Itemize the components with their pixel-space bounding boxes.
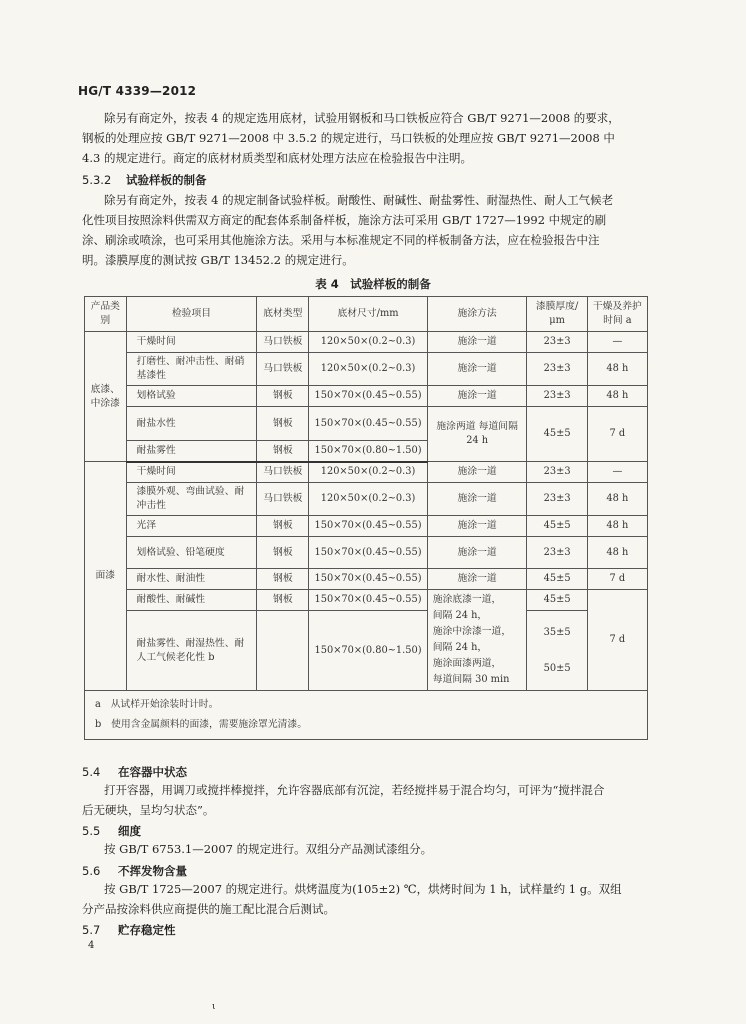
section-heading-5-7 xyxy=(82,922,176,938)
table-header-row xyxy=(85,297,648,332)
cell-substrate: 钢板 xyxy=(257,407,309,441)
cell-item: 划格试验 xyxy=(126,386,257,407)
cell-item: 干燥时间 xyxy=(126,332,257,353)
cell-item: 耐盐水性 xyxy=(126,407,257,441)
stray-mark: ι xyxy=(212,1002,216,1012)
cell-thickness: 23±3 xyxy=(527,386,587,407)
text-line: 按 GB/T 1725—2007 的规定进行。烘烤温度为(105±2) ℃，烘烤时间为 1 h，试样量约 1 g。双组 xyxy=(104,882,622,896)
table-row xyxy=(85,462,648,483)
cell-thickness: 23±3 xyxy=(527,353,587,386)
thickness-value: 50±5 xyxy=(543,662,571,674)
cell-cure: 48 h xyxy=(587,386,647,407)
table-row xyxy=(85,569,648,590)
text-line: 4.3 的规定进行。商定的底材材质类型和底材处理方法应在检验报告中注明。 xyxy=(82,151,472,165)
col-header: 干燥及养护时间 a xyxy=(587,297,647,332)
table-row xyxy=(85,611,648,691)
paragraph-fineness xyxy=(82,839,432,859)
cell-item: 耐盐雾性、耐湿热性、耐人工气候老化性 b xyxy=(126,611,257,691)
text-line: 打开容器，用调刀或搅拌棒搅拌，允许容器底部有沉淀，若经搅拌易于混合均匀，可评为“搅拌混合 xyxy=(104,783,605,797)
text-line: 按 GB/T 6753.1—2007 的规定进行。双组分产品测试漆组分。 xyxy=(104,842,433,856)
section-number: 5.3.2 xyxy=(82,173,112,187)
product-category-cell: 面漆 xyxy=(85,462,127,691)
thickness-value: 35±5 xyxy=(543,626,571,638)
cell-thickness-multi xyxy=(527,611,587,691)
cell-item: 干燥时间 xyxy=(126,462,257,483)
text-line: 涂、刷涂或喷涂，也可采用其他施涂方法。采用与本标准规定不同的样板制备方法，应在检验报告中注 xyxy=(82,233,600,247)
cell-method: 施涂一道 xyxy=(427,516,527,537)
product-category-cell: 底漆、中涂漆 xyxy=(85,332,127,462)
table-row xyxy=(85,590,648,611)
cell-method: 施涂一道 xyxy=(427,483,527,516)
cell-method: 施涂一道 xyxy=(427,569,527,590)
cell-size: 150×70×(0.45~0.55) xyxy=(309,569,427,590)
cell-substrate: 钢板 xyxy=(257,590,309,611)
cell-size: 120×50×(0.2~0.3) xyxy=(309,462,427,483)
col-header: 底材尺寸/mm xyxy=(309,297,427,332)
section-heading-5-3-2 xyxy=(82,172,207,188)
cell-item: 耐水性、耐油性 xyxy=(126,569,257,590)
method-step: 施涂底漆一道， xyxy=(432,594,502,605)
table-row xyxy=(85,332,648,353)
cell-cure: 7 d xyxy=(587,590,647,691)
text-line: 明。漆膜厚度的测试按 GB/T 13452.2 的规定进行。 xyxy=(82,253,354,267)
cell-cure: 7 d xyxy=(587,407,647,462)
cell-item: 打磨性、耐冲击性、耐硝基漆性 xyxy=(126,353,257,386)
section-title: 贮存稳定性 xyxy=(118,923,176,937)
cell-size: 150×70×(0.45~0.55) xyxy=(309,386,427,407)
cell-substrate: 钢板 xyxy=(257,516,309,537)
method-step: 施涂中涂漆一道， xyxy=(432,626,512,637)
cell-substrate: 钢板 xyxy=(257,441,309,462)
cell-method: 施涂两道 每道间隔 24 h xyxy=(427,407,527,462)
panel-preparation-table xyxy=(84,296,648,740)
cell-substrate: 钢板 xyxy=(257,569,309,590)
cell-cure: 48 h xyxy=(587,483,647,516)
table-caption: 表 4 试验样板的制备 xyxy=(315,277,431,291)
page-number: 4 xyxy=(88,940,95,951)
paragraph-substrate xyxy=(82,108,660,168)
section-number: 5.6 xyxy=(82,864,101,878)
section-heading-5-5 xyxy=(82,823,141,839)
note-a: a 从试样开始涂装时计时。 xyxy=(95,699,219,710)
section-number: 5.5 xyxy=(82,824,101,838)
col-header: 产品类别 xyxy=(85,297,127,332)
cell-thickness: 23±3 xyxy=(527,332,587,353)
text-line: 后无硬块，呈均匀状态”。 xyxy=(82,803,215,817)
table-row xyxy=(85,537,648,569)
cell-cure: 48 h xyxy=(587,516,647,537)
text-line: 钢板的处理应按 GB/T 9271—2008 中 3.5.2 的规定进行，马口铁板的处理应按 GB/T 9271—2008 中 xyxy=(82,131,615,145)
table-notes xyxy=(85,691,648,740)
cell-method: 施涂一道 xyxy=(427,462,527,483)
cell-method: 施涂一道 xyxy=(427,332,527,353)
cell-substrate: 钢板 xyxy=(257,386,309,407)
cell-thickness: 45±5 xyxy=(527,407,587,462)
cell-item: 漆膜外观、弯曲试验、耐冲击性 xyxy=(126,483,257,516)
table-row xyxy=(85,407,648,441)
cell-thickness: 23±3 xyxy=(527,462,587,483)
col-header: 漆膜厚度/μm xyxy=(527,297,587,332)
section-title: 细度 xyxy=(118,824,141,838)
cell-thickness: 45±5 xyxy=(527,590,587,611)
note-b: b 使用含金属颜料的面漆，需要施涂罩光清漆。 xyxy=(95,719,308,730)
method-step: 每道间隔 30 min xyxy=(432,674,510,685)
paragraph-container-state xyxy=(82,780,604,820)
section-heading-5-6 xyxy=(82,863,187,879)
cell-size: 150×70×(0.45~0.55) xyxy=(309,590,427,611)
col-header: 底材类型 xyxy=(257,297,309,332)
paragraph-nonvolatile xyxy=(82,879,622,919)
cell-size: 150×70×(0.45~0.55) xyxy=(309,516,427,537)
cell-substrate: 马口铁板 xyxy=(257,462,309,483)
cell-size: 150×70×(0.80~1.50) xyxy=(309,611,427,691)
cell-item: 耐酸性、耐碱性 xyxy=(126,590,257,611)
text-line: 除另有商定外，按表 4 的规定制备试验样板。耐酸性、耐碱性、耐盐雾性、耐湿热性、耐人工气候老 xyxy=(104,193,614,207)
method-step: 施涂面漆两道， xyxy=(432,658,502,669)
table-row xyxy=(85,483,648,516)
col-header: 施涂方法 xyxy=(427,297,527,332)
cell-item: 划格试验、铅笔硬度 xyxy=(126,537,257,569)
section-title: 在容器中状态 xyxy=(118,765,187,779)
section-number: 5.7 xyxy=(82,923,101,937)
text-line: 分产品按涂料供应商提供的施工配比混合后测试。 xyxy=(82,902,335,916)
section-heading-5-4 xyxy=(82,764,187,780)
cell-substrate: 马口铁板 xyxy=(257,483,309,516)
cell-size: 150×70×(0.45~0.55) xyxy=(309,537,427,569)
table-row xyxy=(85,353,648,386)
cell-item: 光泽 xyxy=(126,516,257,537)
cell-thickness: 45±5 xyxy=(527,516,587,537)
method-step: 间隔 24 h， xyxy=(432,642,488,653)
cell-substrate xyxy=(257,611,309,691)
cell-size: 120×50×(0.2~0.3) xyxy=(309,332,427,353)
cell-cure: 48 h xyxy=(587,353,647,386)
text-line: 化性项目按照涂料供需双方商定的配套体系制备样板，施涂方法可采用 GB/T 1727—1992 中规定的刷 xyxy=(82,213,607,227)
cell-size: 120×50×(0.2~0.3) xyxy=(309,483,427,516)
section-number: 5.4 xyxy=(82,765,101,779)
cell-thickness: 23±3 xyxy=(527,537,587,569)
col-header: 检验项目 xyxy=(126,297,257,332)
cell-method: 施涂一道 xyxy=(427,386,527,407)
section-title: 不挥发物含量 xyxy=(118,864,187,878)
cell-substrate: 马口铁板 xyxy=(257,332,309,353)
cell-thickness: 45±5 xyxy=(527,569,587,590)
table-row xyxy=(85,516,648,537)
cell-method: 施涂一道 xyxy=(427,537,527,569)
cell-item: 耐盐雾性 xyxy=(126,441,257,462)
paragraph-panel-prep xyxy=(82,190,660,270)
cell-size: 150×70×(0.45~0.55) xyxy=(309,407,427,441)
section-title: 试验样板的制备 xyxy=(126,173,207,187)
cell-method: 施涂一道 xyxy=(427,353,527,386)
standard-code-header: HG/T 4339—2012 xyxy=(78,84,197,98)
cell-method-multi xyxy=(427,590,527,691)
table-row xyxy=(85,386,648,407)
cell-size: 150×70×(0.80~1.50) xyxy=(309,441,427,462)
cell-cure: — xyxy=(587,332,647,353)
cell-thickness: 23±3 xyxy=(527,483,587,516)
text-line: 除另有商定外，按表 4 的规定选用底材，试验用钢板和马口铁板应符合 GB/T 9271—2008 的要求， xyxy=(104,111,620,125)
cell-substrate: 钢板 xyxy=(257,537,309,569)
cell-substrate: 马口铁板 xyxy=(257,353,309,386)
cell-size: 120×50×(0.2~0.3) xyxy=(309,353,427,386)
method-step: 间隔 24 h， xyxy=(432,610,488,621)
cell-cure: — xyxy=(587,462,647,483)
table-notes-row xyxy=(85,691,648,740)
cell-cure: 7 d xyxy=(587,569,647,590)
cell-cure: 48 h xyxy=(587,537,647,569)
